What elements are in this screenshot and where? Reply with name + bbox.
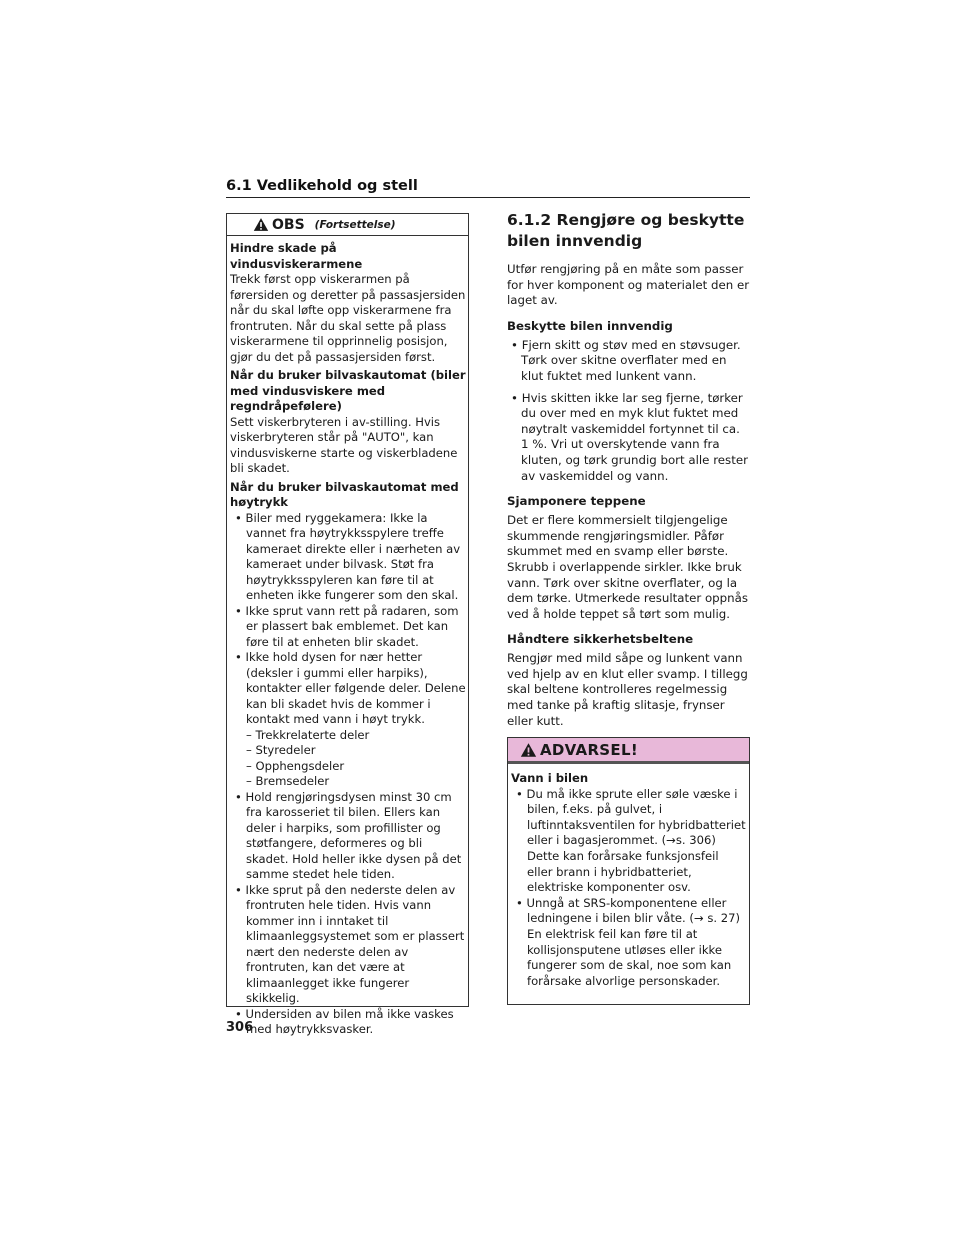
bullet-item: • Hold rengjøringsdysen minst 30 cm fra karosseriet til bilen. Ellers kan deler i harpiks, som profillister og støtfangere, deformeres og bli skadet. Hold heller ikke dysen på det samme stedet hele tiden.: [235, 789, 462, 881]
obs-header: [227, 214, 468, 236]
warning-subheading: Vann i bilen: [511, 771, 589, 785]
warning-box: [507, 737, 750, 1005]
obs-title: OBS: [272, 216, 305, 233]
bullet-item: • Undersiden av bilen må ikke vaskes med høytrykksvasker.: [235, 1006, 454, 1036]
subheading: Håndtere sikkerhetsbeltene: [507, 632, 694, 647]
paragraph: Det er flere kommersielt tilgjengelige skummende rengjøringsmidler. Påfør skummet med en svamp eller børste. Skrubb i overlappende sirkler. Ikke bruk vann. Tørk over skitne overflater, og la dem tørke. Utmerkede resultater oppnås ved å holde teppet så tørt som mulig.: [507, 513, 749, 621]
section-heading: 6.1.2 Rengjøre og beskytte bilen innvendig: [507, 211, 745, 250]
obs-continued: (Fortsettelse): [314, 218, 396, 231]
bullet-item: • Ikke sprut på den nederste delen av frontruten hele tiden. Hvis vann kommer inn i inntaket til klimaanleggsystemet som er plassert nært den nederste delen av frontruten, kan det være at klimaanlegget ikke fungerer skikkelig.: [235, 882, 465, 1005]
intro-paragraph: Utfør rengjøring på en måte som passer for hver komponent og materialet den er laget av.: [507, 262, 750, 308]
obs-paragraph: Sett viskerbryteren i av-stilling. Hvis viskerbryteren står på "AUTO", kan vindusviskerne starte og viskerbladene bli skadet.: [230, 414, 458, 475]
obs-subheading: Når du bruker bilvaskautomat (biler med vindusviskere med regndråpefølere): [230, 368, 466, 413]
warning-title: ADVARSEL!: [540, 740, 638, 759]
warning-triangle-icon: [253, 217, 269, 232]
warning-header: [508, 738, 749, 764]
paragraph: Rengjør med mild såpe og lunkent vann ved hjelp av en klut eller svamp. I tillegg skal beltene kontrolleres regelmessig med tanke på kraftig slitasje, frynser eller kutt.: [507, 651, 748, 728]
obs-subheading: Hindre skade på vindusviskerarmene: [230, 241, 363, 271]
right-column: [507, 210, 750, 739]
dash-item: – Opphengsdeler: [246, 758, 345, 773]
dash-item: – Bremsedeler: [246, 774, 330, 788]
warning-triangle-icon: [520, 742, 537, 758]
bullet-item: • Ikke hold dysen for nær hetter (deksler i gummi eller harpiks), kontakter eller følgende deler. Delene kan bli skadet hvis de kommer i kontakt med vann i høyt trykk.: [235, 650, 466, 726]
section-header: 6.1 Vedlikehold og stell: [226, 178, 750, 198]
bullet-item: • Unngå at SRS-komponentene eller ledningene i bilen blir våte. (→ s. 27) En elektrisk feil kan føre til at kollisjonsputene utløses eller ikke fungerer som de skal, noe som kan forårsake alvorlige personskader.: [516, 895, 741, 988]
bullet-item: • Hvis skitten ikke lar seg fjerne, tørker du over med en myk klut fuktet med nøytralt vaskemiddel fortynnet til ca. 1 %. Vri ut overskytende vann fra kluten, og tørk grundig bort alle rester av vaskemiddel og vann.: [511, 390, 748, 483]
subheading: Beskytte bilen innvendig: [507, 318, 673, 333]
obs-paragraph: Trekk først opp viskerarmen på førersiden og deretter på passasjersiden når du skal løfte opp viskerarmene fra frontruten. Når du skal sette på plass viskerarmene til opprinnelig posisjon, gjør du det på passasjersiden først.: [230, 272, 466, 364]
obs-subheading: Når du bruker bilvaskautomat med høytrykk: [230, 479, 459, 509]
dash-item: – Trekkrelaterte deler: [246, 727, 370, 742]
bullet-item: • Fjern skitt og støv med en støvsuger. Tørk over skitne overflater med en klut fuktet med lunkent vann.: [511, 337, 741, 383]
bullet-item: • Ikke sprut vann rett på radaren, som er plassert bak emblemet. Det kan føre til at enheten blir skadet.: [235, 603, 459, 649]
bullet-item: • Du må ikke sprute eller søle væske i bilen, f.eks. på gulvet, i luftinntaksventilen for hybridbatteriet eller i bagasjerommet. (→s. 306) Dette kan forårsake funksjonsfeil eller brann i hybridbatteriet, elektriske komponenter osv.: [516, 786, 746, 895]
bullet-item: • Biler med ryggekamera: Ikke la vannet fra høytrykksspylere treffe kameraet direkte eller i nærheten av kameraet under bilvask. Støt fra høytrykksspyleren kan føre til at enheten ikke fungerer som den skal.: [235, 510, 461, 602]
dash-item: – Styredeler: [246, 743, 316, 757]
page-number: 306: [226, 1020, 254, 1035]
subheading: Sjamponere teppene: [507, 494, 646, 509]
